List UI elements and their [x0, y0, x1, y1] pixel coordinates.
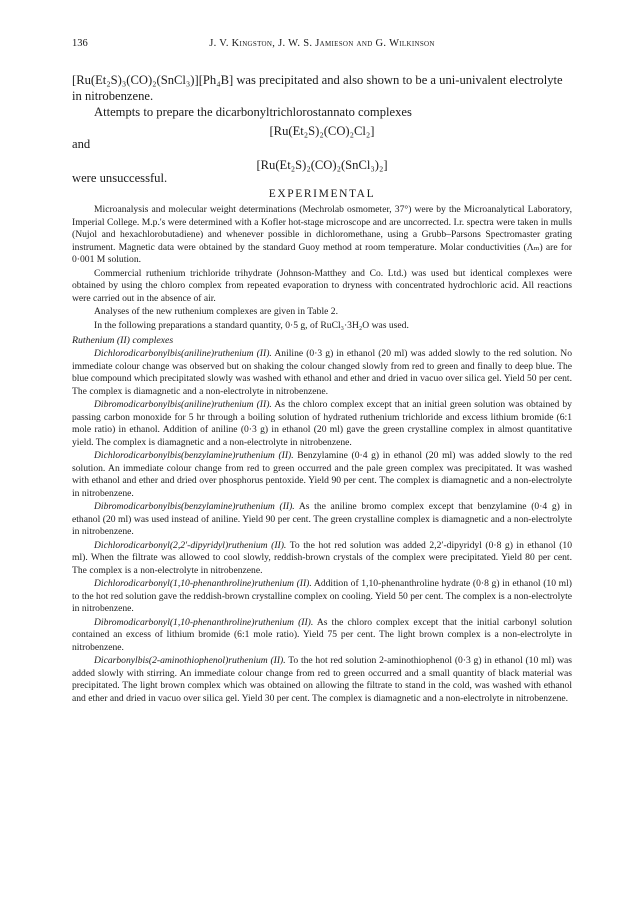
running-authors: J. V. Kingston, J. W. S. Jamieson and G. Wilkinson: [209, 38, 435, 49]
preparation-entry: [72, 578, 572, 616]
preparation-entry: [72, 399, 572, 449]
experimental-paragraph-3: Analyses of the new ruthenium complexes are given in Table 2.: [94, 306, 338, 317]
compound-name: Dichlorodicarbonyl(2,2′-dipyridyl)ruthenium (II).: [94, 539, 287, 551]
preparation-entry: [72, 540, 572, 578]
preparation-text: As the chloro complex except that the initial carbonyl solution contained an excess of lithium bromide (6:1 mole ratio). Yield 75 per cent. The light brown complex is a non-electrolyte in nitrobenzene.: [72, 616, 572, 653]
compound-name: Dichlorodicarbonylbis(benzylamine)ruthenium (II).: [94, 450, 294, 461]
compound-name: Dicarbonylbis(2-aminothiophenol)ruthenium (II).: [94, 655, 286, 666]
experimental-paragraph-1: Microanalysis and molecular weight determinations (Mechrolab osmometer, 37°) were by the Microanalytical Laboratory, Imperial College. M.p.'s were determined with a Kofler hot-stage microscope and are uncorrected. I.r. spectra were taken in mulls (Nujol and hexachlorobutadiene) and whenever possible in dichloromethane, using a Grubb–Parsons Spectromaster grating instrument. Magnetic data were obtained by the standard Guoy method at room temperature. Molar conductivities (Λₘ) are for 0·001 M solution.: [72, 204, 572, 265]
formula-1: [Ru(Et₂S)₂(CO)₂Cl₂]: [269, 124, 375, 138]
preparation-list: [72, 348, 572, 705]
preparation-text: Addition of 1,10-phenanthroline hydrate (0·8 g) in ethanol (10 ml) to the hot red solution gave the reddish-brown crystalline complex on cooling. Yield 50 per cent. The complex is a non-electrolyte in nitrobenzene.: [72, 578, 572, 614]
article-body: [72, 72, 572, 706]
preparation-text: As the aniline bromo complex except that benzylamine (0·4 g) in ethanol (20 ml) was used instead of aniline. Yield 90 per cent. The green crystalline complex is diamagnetic and a non-electrolyte in nitrobenzene.: [72, 501, 572, 537]
experimental-paragraph-2: Commercial ruthenium trichloride trihydrate (Johnson-Matthey and Co. Ltd.) was used but identical complexes were obtained by using the chloro complex from repeated evaporation to dryness with concentrated hydrochloric acid. All reactions were carried out in the absence of air.: [72, 267, 572, 304]
preparation-text: As the chloro complex except that an initial green solution was obtained by passing carbon monoxide for 5 hr through a boiling solution of hydrated ruthenium trichloride and excess lithium bromide (6:1 mole ratio) in ethanol. Addition of aniline (0·3 g) in ethanol (20 ml) gave the green crystalline complex in almost quantitative yield. The complex is diamagnetic and a non-electrolyte in nitrobenzene.: [72, 399, 572, 448]
section-heading-experimental: EXPERIMENTAL: [268, 188, 376, 200]
subsection-heading-ruthenium: Ruthenium (II) complexes: [72, 335, 174, 346]
preparation-entry: [72, 501, 572, 539]
preparation-text: To the hot red solution was added 2,2′-dipyridyl (0·8 g) in ethanol (10 ml). When the filtrate was allowed to cool slowly, reddish-brown crystals of the complex were precipitated. Yield 80 per cent. The complex is a non-electrolyte in nitrobenzene.: [72, 539, 572, 576]
intro-line-2: Attempts to prepare the dicarbonyltrichlorostannato complexes: [94, 105, 412, 119]
compound-name: Dibromodicarbonylbis(benzylamine)ruthenium (II).: [94, 501, 295, 512]
running-header: [72, 38, 572, 52]
preparation-text: Benzylamine (0·4 g) in ethanol (20 ml) was added slowly to the red solution. An immediate colour change from red to green occurred and the pale green complex was precipitated. It was washed with ethanol and ether and dried over phosphorus pentoxide. Yield 90 per cent. The complex is diamagnetic and a non-electrolyte in nitrobenzene.: [72, 450, 572, 499]
formula-2: [Ru(Et₂S)₂(CO)₂(SnCl₃)₂]: [256, 158, 388, 172]
preparation-entry: [72, 655, 572, 705]
preparation-text: Aniline (0·3 g) in ethanol (20 ml) was added slowly to the red solution. No immediate colour change was observed but on shaking the colour changed slowly from red to green and finally to deep blue. The blue compound which precipitated slowly was washed with ethanol and ether and dried in vacuo over silica gel. Yield 50 per cent. The complex is diamagnetic and a non-electrolyte in nitrobenzene.: [72, 348, 572, 397]
preparation-entry: [72, 450, 572, 500]
intro-conclusion: were unsuccessful.: [72, 171, 168, 185]
preparation-entry: [72, 348, 572, 398]
compound-name: Dibromodicarbonylbis(aniline)ruthenium (II).: [94, 399, 272, 410]
compound-name: Dichlorodicarbonylbis(aniline)ruthenium (II).: [94, 348, 272, 359]
experimental-paragraph-4: In the following preparations a standard quantity, 0·5 g, of RuCl₃·3H₂O was used.: [94, 319, 409, 331]
preparation-text: To the hot red solution 2-aminothiophenol (0·3 g) in ethanol (10 ml) was added slowly with stirring. An immediate colour change from red to green occurred and a small quantity of black material was precipitated. The light brown complex which was obtained on allowing the filtrate to stand in the cold, was washed with ethanol and ether and dried in vacuo over silica gel. Yield 30 per cent. The complex is diamagnetic and a non-electrolyte in nitrobenzene.: [72, 655, 572, 704]
intro-line-1: [Ru(Et₂S)₃(CO)₂(SnCl₃)][Ph₄B] was precipitated and also shown to be a uni-univalent electrolyte in nitrobenzene.: [72, 73, 563, 103]
preparation-entry: [72, 617, 572, 655]
compound-name: Dibromodicarbonyl(1,10-phenanthroline)ruthenium (II).: [94, 616, 314, 628]
conjunction-and: and: [72, 137, 91, 151]
page-number: 136: [72, 38, 88, 49]
compound-name: Dichlorodicarbonyl(1,10-phenanthroline)ruthenium (II).: [94, 578, 312, 589]
